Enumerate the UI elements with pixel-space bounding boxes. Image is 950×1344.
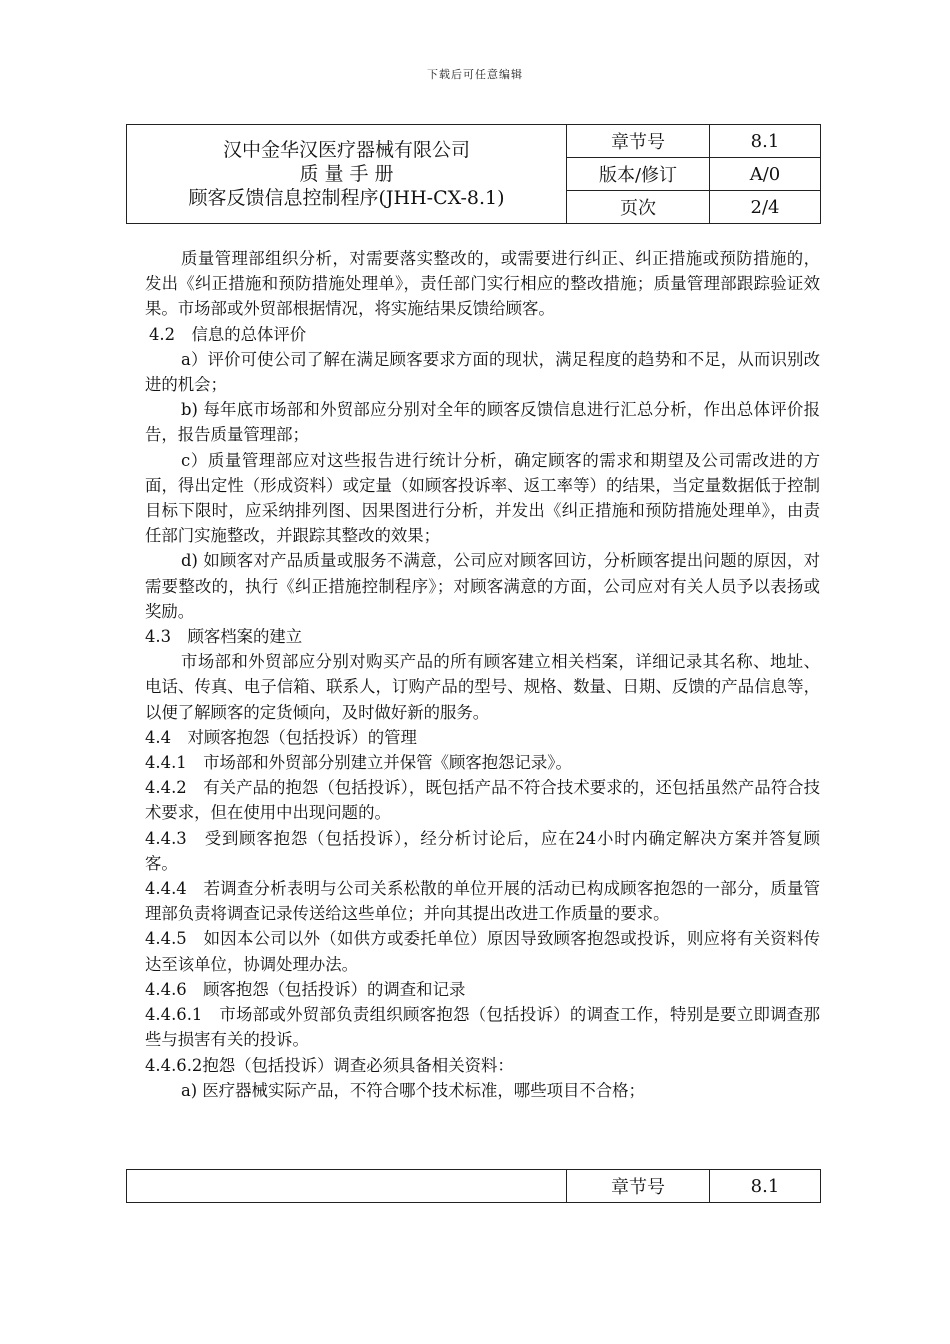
section-heading-4-4: 4.4 对顾客抱怨（包括投诉）的管理 (145, 727, 417, 747)
section-heading-4-3: 4.3 顾客档案的建立 (145, 627, 303, 647)
paragraph: 市场部和外贸部应分别对购买产品的所有顾客建立相关档案，详细记录其名称、地址、电话、传真、电子信箱、联系人，订购产品的型号、规格、数量、日期、反馈的产品信息等，以便了解顾客的定货倾向，及时做好新的服务。 (145, 652, 820, 722)
paragraph: a）评价可使公司了解在满足顾客要求方面的现状，满足程度的趋势和不足，从而识别改进的机会； (145, 349, 820, 395)
chapter-value: 8.1 (710, 125, 821, 158)
company-name: 汉中金华汉医疗器械有限公司 (222, 139, 470, 161)
document-header-table (126, 124, 821, 224)
paragraph: b) 每年底市场部和外贸部应分别对全年的顾客反馈信息进行汇总分析，作出总体评价报告，报告质量管理部； (145, 400, 820, 445)
version-label: 版本/修订 (567, 158, 710, 191)
paragraph: 4.4.2 有关产品的抱怨（包括投诉），既包括产品不符合技术要求的，还包括虽然产品符合技术要求，但在使用中出现问题的。 (145, 778, 820, 823)
section-heading-4-2: 4.2 信息的总体评价 (149, 324, 307, 344)
paragraph: 4.4.5 如因本公司以外（如供方或委托单位）原因导致顾客抱怨或投诉，则应将有关资料传达至该单位，协调处理办法。 (145, 929, 820, 974)
chapter-label: 章节号 (567, 125, 710, 158)
download-note: 下载后可任意编辑 (427, 68, 523, 81)
version-value: A/0 (710, 158, 821, 191)
footer-chapter-label: 章节号 (567, 1170, 710, 1203)
section-heading-4-4-6: 4.4.6 顾客抱怨（包括投诉）的调查和记录 (145, 979, 466, 999)
paragraph: 4.4.6.2抱怨（包括投诉）调查必须具备相关资料： (145, 1055, 514, 1075)
manual-title: 质 量 手 册 (299, 163, 394, 185)
page-value: 2/4 (710, 191, 821, 224)
footer-chapter-value: 8.1 (710, 1170, 821, 1203)
company-block (127, 125, 567, 224)
paragraph: c）质量管理部应对这些报告进行统计分析，确定顾客的需求和期望及公司需改进的方面，得出定性（形成资料）或定量（如顾客投诉率、返工率等）的结果，当定量数据低于控制目标下限时，应采纳排列图、因果图进行分析，并发出《纠正措施和预防措施处理单》，由责任部门实施整改，并跟踪其整改的效果； (145, 450, 820, 546)
paragraph: 4.4.1 市场部和外贸部分别建立并保管《顾客抱怨记录》。 (145, 753, 572, 773)
paragraph: 4.4.4 若调查分析表明与公司关系松散的单位开展的活动已构成顾客抱怨的一部分，质量管理部负责将调查记录传送给这些单位；并向其提出改进工作质量的要求。 (145, 879, 820, 924)
paragraph: 4.4.3 受到顾客抱怨（包括投诉），经分析讨论后，应在24小时内确定解决方案并答复顾客。 (145, 828, 820, 873)
page-label: 页次 (567, 191, 710, 224)
document-body (145, 246, 820, 1103)
document-footer-table (126, 1169, 821, 1203)
paragraph: d) 如顾客对产品质量或服务不满意，公司应对顾客回访，分析顾客提出问题的原因，对需要整改的，执行《纠正措施控制程序》；对顾客满意的方面，公司应对有关人员予以表扬或奖励。 (145, 551, 820, 621)
procedure-title: 顾客反馈信息控制程序(JHH-CX-8.1) (188, 187, 505, 209)
paragraph: 4.4.6.1 市场部或外贸部负责组织顾客抱怨（包括投诉）的调查工作，特别是要立即调查那些与损害有关的投诉。 (145, 1005, 820, 1050)
footer-blank-cell (127, 1170, 567, 1203)
paragraph: a) 医疗器械实际产品，不符合哪个技术标准，哪些项目不合格； (181, 1080, 645, 1100)
paragraph: 质量管理部组织分析，对需要落实整改的，或需要进行纠正、纠正措施或预防措施的，发出《纠正措施和预防措施处理单》，责任部门实行相应的整改措施；质量管理部跟踪验证效果。市场部或外贸部根据情况，将实施结果反馈给顾客。 (145, 249, 820, 319)
